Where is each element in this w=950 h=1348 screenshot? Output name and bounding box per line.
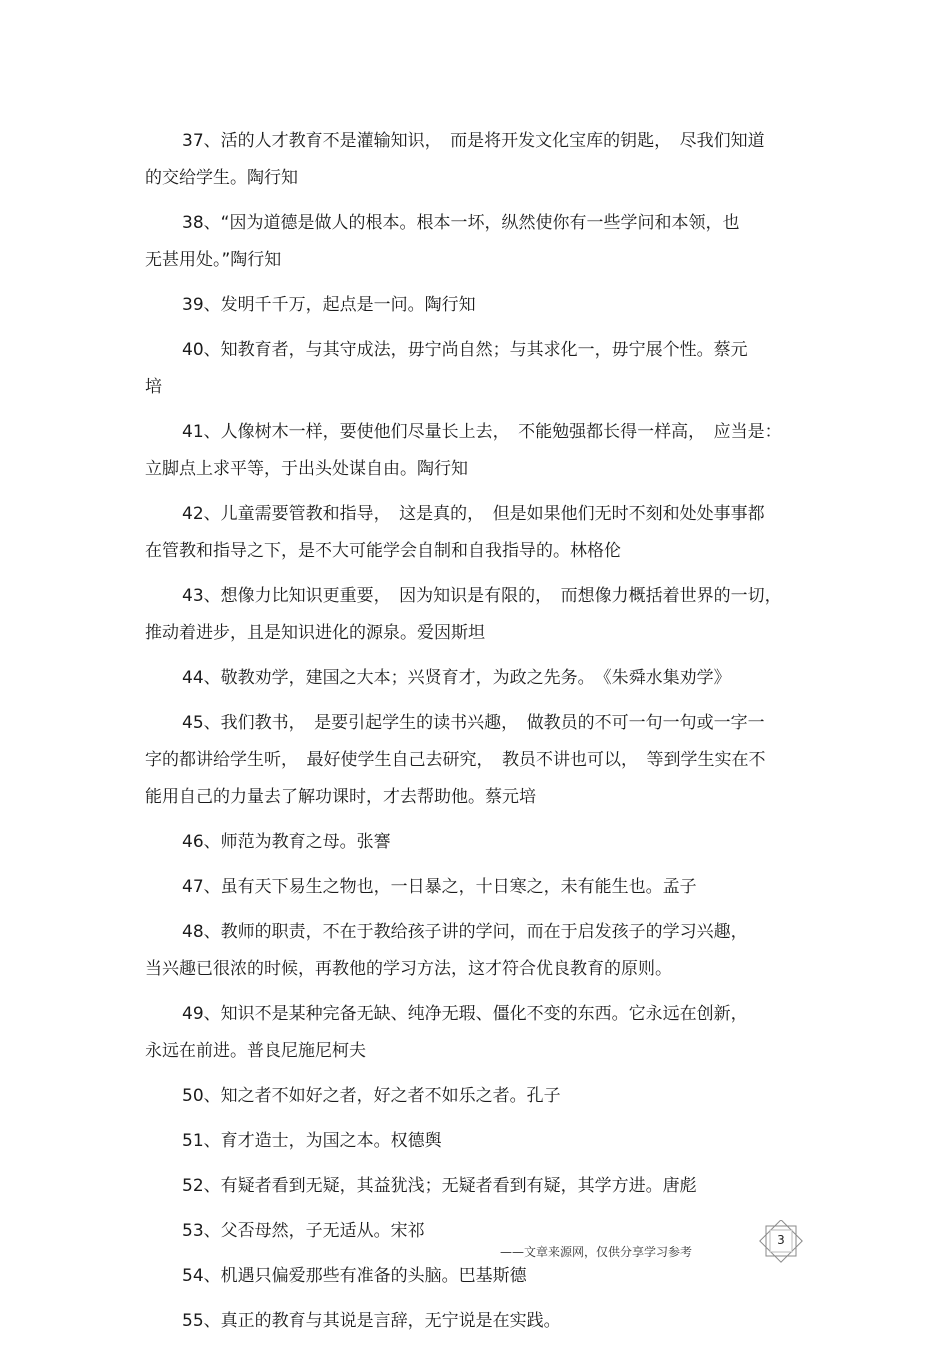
quote-paragraph [145,1123,810,1160]
page-number: 3 [777,1233,785,1247]
quote-line: 字的都讲给学生听， 最好使学生自己去研究， 教员不讲也可以， 等到学生实在不 [145,750,766,770]
quote-list [145,123,810,1348]
quote-line: 52、有疑者看到无疑，其益犹浅；无疑者看到有疑，其学方进。唐彪 [182,1176,697,1196]
quote-paragraph [145,996,810,1070]
quote-line: 50、知之者不如好之者，好之者不如乐之者。孔子 [182,1086,561,1106]
quote-line: 立脚点上求平等，于出头处谋自由。陶行知 [145,459,468,479]
quote-line: 42、儿童需要管教和指导， 这是真的， 但是如果他们无时不刻和处处事事都 [182,504,765,524]
quote-paragraph [145,1168,810,1205]
quote-line: 37、活的人才教育不是灌输知识， 而是将开发文化宝库的钥匙， 尽我们知道 [182,131,765,151]
quote-paragraph [145,414,810,488]
quote-line: 永远在前进。普良尼施尼柯夫 [145,1041,366,1061]
quote-line: 41、人像树木一样，要使他们尽量长上去， 不能勉强都长得一样高， 应当是： [182,422,782,442]
quote-paragraph [145,496,810,570]
quote-paragraph [145,824,810,861]
quote-line: 的交给学生。陶行知 [145,168,298,188]
quote-paragraph [145,578,810,652]
quote-paragraph [145,205,810,279]
quote-paragraph [145,869,810,906]
quote-paragraph [145,1258,810,1295]
quote-line: 推动着进步，且是知识进化的源泉。爱因斯坦 [145,623,485,643]
quote-line: 49、知识不是某种完备无缺、纯净无瑕、僵化不变的东西。它永远在创新， [182,1004,748,1024]
quote-line: 51、育才造士，为国之本。权德舆 [182,1131,442,1151]
quote-line: 无甚用处。”陶行知 [145,250,282,270]
quote-line: 53、父否母然，子无适从。宋祁 [182,1221,425,1241]
quote-paragraph [145,705,810,816]
page-number-badge [757,1220,805,1264]
quote-paragraph [145,1303,810,1340]
quote-line: 47、虽有天下易生之物也，一日暴之，十日寒之，未有能生也。孟子 [182,877,697,897]
quote-line: 54、机遇只偏爱那些有准备的头脑。巴基斯德 [182,1266,527,1286]
quote-line: 能用自己的力量去了解功课时，才去帮助他。蔡元培 [145,787,536,807]
quote-line: 44、敬教劝学，建国之大本；兴贤育才，为政之先务。 《朱舜水集劝学》 [182,668,731,688]
footer-note: ——文章来源网，仅供分享学习参考 [500,1245,693,1259]
quote-line: 46、师范为教育之母。张謇 [182,832,391,852]
quote-paragraph [145,332,810,406]
quote-line: 在管教和指导之下，是不大可能学会自制和自我指导的。林格伦 [145,541,621,561]
quote-line: 当兴趣已很浓的时候，再教他的学习方法，这才符合优良教育的原则。 [145,959,672,979]
quote-line: 培 [145,377,162,397]
quote-line: 45、我们教书， 是要引起学生的读书兴趣， 做教员的不可一句一句或一字一 [182,713,765,733]
quote-line: 43、想像力比知识更重要， 因为知识是有限的， 而想像力概括着世界的一切， [182,586,782,606]
quote-paragraph [145,660,810,697]
quote-line: 48、教师的职责，不在于教给孩子讲的学问，而在于启发孩子的学习兴趣， [182,922,748,942]
quote-line: 40、知教育者，与其守成法，毋宁尚自然；与其求化一，毋宁展个性。蔡元 [182,340,748,360]
quote-paragraph [145,123,810,197]
quote-paragraph [145,1078,810,1115]
quote-line: 39、发明千千万，起点是一问。陶行知 [182,295,476,315]
quote-paragraph [145,287,810,324]
quote-paragraph [145,914,810,988]
quote-line: 38、“因为道德是做人的根本。根本一坏，纵然使你有一些学问和本领，也 [182,213,740,233]
quote-line: 55、真正的教育与其说是言辞，无宁说是在实践。 [182,1311,561,1331]
